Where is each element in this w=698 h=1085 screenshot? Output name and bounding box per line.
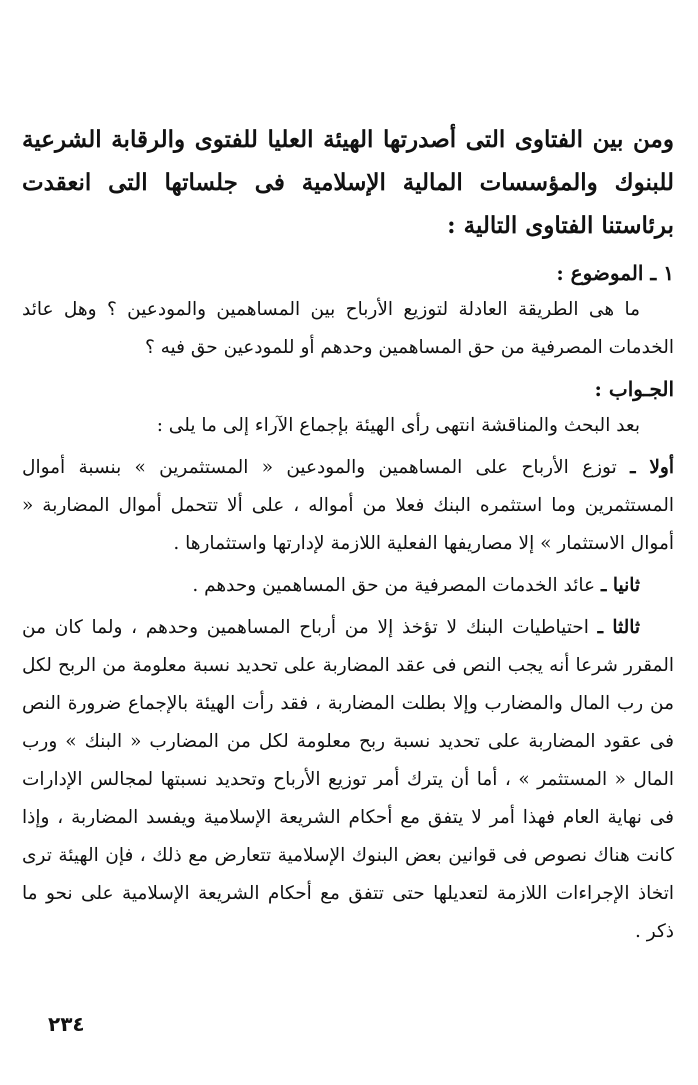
point-two-lead: ثانيا ـ [600, 575, 640, 596]
intro-paragraph: ومن بين الفتاوى التى أصدرتها الهيئة العليا للفتوى والرقابة الشرعية للبنوك والمؤسسات المالية الإسلامية فى جلساتها التى انعقدت برئاستنا الفتاوى التالية : [22, 126, 674, 239]
topic-heading: ١ ـ الموضوع : [556, 261, 674, 285]
point-three-paragraph [22, 609, 674, 951]
question-paragraph: ما هى الطريقة العادلة لتوزيع الأرباح بين المساهمين والمودعين ؟ وهل عائد الخدمات المصرفية من حق المساهمين وحدهم أو للمودعين حق فيه ؟ [22, 299, 674, 358]
answer-heading: الجـواب : [594, 377, 674, 401]
point-one-paragraph [22, 449, 674, 563]
point-one-text: توزع الأرباح على المساهمين والمودعين « المستثمرين » بنسبة أموال المستثمرين وما استثمره البنك فعلا من أمواله ، على ألا تتحمل أموال المضاربة « أموال الاستثمار » إلا مصاريفها الفعلية اللازمة لإدارتها واستثمارها . [22, 457, 674, 554]
answer-intro-paragraph: بعد البحث والمناقشة انتهى رأى الهيئة بإجماع الآراء إلى ما يلى : [156, 415, 640, 436]
point-three-text: احتياطيات البنك لا تؤخذ إلا من أرباح المساهمين وحدهم ، ولما كان من المقرر شرعا أنه يجب النص فى عقد المضاربة على تحديد نسبة معلومة من الربح لكل من رب المال والمضارب وإلا بطلت المضاربة ، فقد رأت الهيئة بالإجماع ضرورة النص فى عقود المضاربة على تحديد نسبة ربح معلومة لكل من المضارب « البنك » ورب المال « المستثمر » ، أما أن يترك أمر توزيع الأرباح وتحديد نسبتها لمجالس الإدارات فى نهاية العام فهذا أمر لا يتفق مع أحكام الشريعة الإسلامية ويفسد المضاربة ، وإذا كانت هناك نصوص فى قوانين بعض البنوك الإسلامية تتعارض مع ذلك ، فإن الهيئة ترى اتخاذ الإجراءات اللازمة لتعديلها حتى تتفق مع أحكام الشريعة الإسلامية على نحو ما ذكر . [22, 617, 674, 942]
point-one-lead: أولا ـ [630, 457, 674, 478]
document-page [22, 118, 674, 955]
point-two-text: عائد الخدمات المصرفية من حق المساهمين وحدهم . [192, 575, 596, 596]
page-number: ٢٣٤ [48, 1012, 85, 1036]
point-two-paragraph [22, 567, 674, 605]
point-three-lead: ثالثا ـ [597, 617, 640, 638]
